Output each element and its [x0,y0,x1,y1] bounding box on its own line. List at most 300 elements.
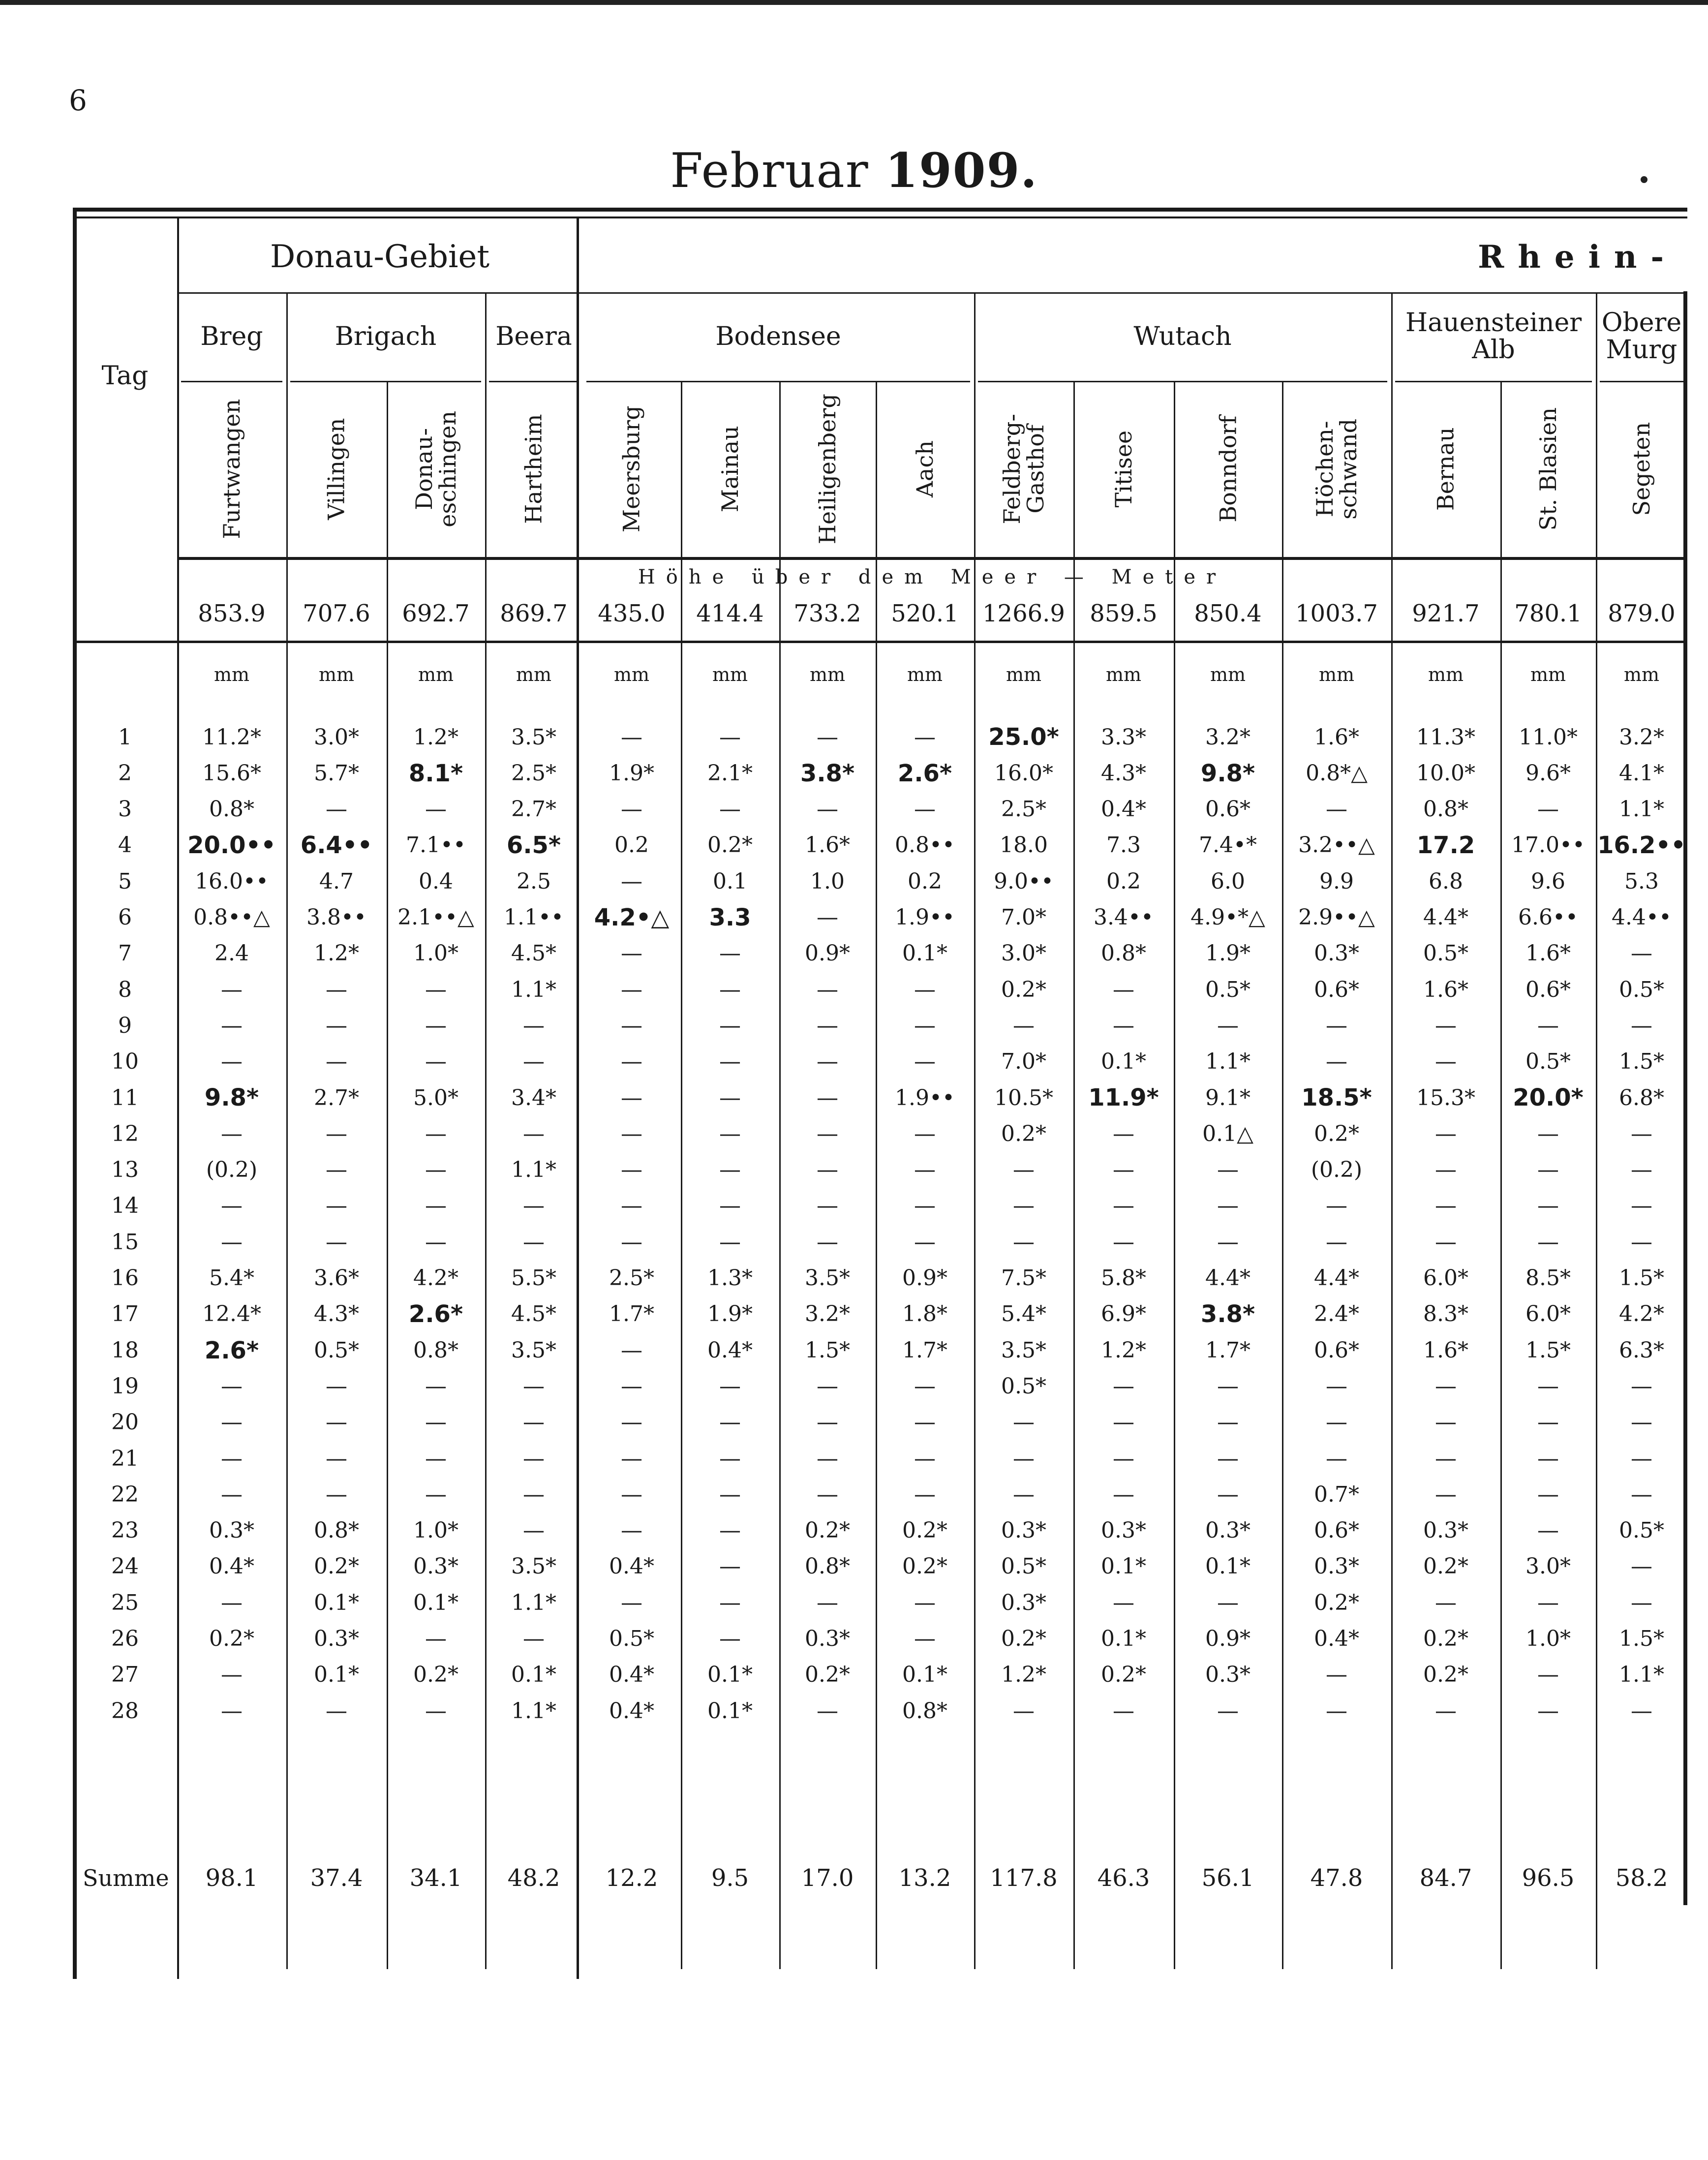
precip-value: 0.1* [902,941,947,966]
station-header [485,381,582,557]
precip-value: — [719,724,741,750]
precip-value: 3.0* [314,724,359,750]
precip-value: 3.2* [1619,724,1664,750]
precip-value: — [221,1049,243,1075]
page-title [0,143,1708,198]
precip-value: 0.2* [1001,1121,1046,1146]
summe-value: 46.3 [1097,1864,1150,1892]
precip-value: — [1537,1481,1559,1507]
precip-value: 4.2•△ [594,903,670,931]
precip-value: — [1537,1157,1559,1183]
precip-value: 18.0 [1000,833,1048,858]
precip-value: 3.3 [709,903,751,931]
precip-value: — [621,1481,642,1507]
precip-value: 4.4•• [1612,905,1672,930]
river-header: Beera [495,321,572,351]
precip-value: 4.5* [511,941,556,966]
precip-value: — [326,797,347,822]
precip-value: — [817,1410,838,1435]
unit-label: mm [613,664,650,686]
precip-value: 0.2* [1001,1626,1046,1652]
precip-value: — [326,1446,347,1471]
precip-value: — [221,1373,243,1399]
precip-value: 0.8* [209,797,254,822]
station-name: Furtwangen [218,399,245,539]
precip-value: 1.7* [609,1301,654,1327]
precip-value: 0.1* [707,1698,753,1724]
precip-value: 3.5* [511,1554,556,1579]
precip-value: 0.8* [805,1554,850,1579]
precip-value: — [1217,1698,1239,1724]
precip-value: (0.2) [1311,1157,1363,1183]
day-number: 15 [111,1229,139,1255]
precip-value: 0.6* [1205,797,1250,822]
precip-value: 1.5* [1619,1049,1664,1075]
precip-value: 0.1* [707,1662,753,1688]
precip-value: — [621,1590,642,1615]
precip-value: — [1013,1481,1035,1507]
precip-value: — [523,1193,545,1219]
precip-value: — [1631,1481,1652,1507]
precip-value: — [914,1481,936,1507]
precip-value: 4.4* [1314,1265,1359,1291]
precip-value: — [817,977,838,1002]
precip-value: — [621,1410,642,1435]
precip-value: 0.8* [413,1337,458,1363]
precip-value: — [425,1013,447,1038]
precip-value: 0.1* [1101,1049,1146,1075]
precip-value: 0.2* [805,1662,850,1688]
precip-value: 0.6* [1314,1518,1359,1543]
precip-value: — [221,977,243,1002]
precip-value: 2.5 [517,868,551,894]
precip-value: — [1631,1013,1652,1038]
precip-value: — [621,1229,642,1255]
day-number: 20 [111,1410,139,1435]
precip-value: — [523,1229,545,1255]
precip-value: 6.3* [1619,1337,1664,1363]
station-name: Titisee [1110,430,1137,508]
precip-value: — [425,797,447,822]
precip-value: — [1326,1049,1347,1075]
precip-value: 1.6* [1525,941,1571,966]
precip-value: — [621,1013,642,1038]
precip-value: — [1631,1554,1652,1579]
precip-value: 7.0* [1001,905,1046,930]
precip-value: — [719,1554,741,1579]
station-name: Feldberg- Gasthof [998,413,1049,525]
precip-value: 1.5* [1619,1265,1664,1291]
station-name: St. Blasien [1534,407,1561,531]
precip-value: — [425,1049,447,1075]
precip-value: — [523,1518,545,1543]
precip-value: 6.0 [1211,868,1245,894]
station-name: Heiligenberg [814,394,841,544]
precip-value: 1.2* [314,941,359,966]
precip-value: — [621,868,642,894]
precip-value: — [621,1373,642,1399]
precip-value: — [1435,1121,1457,1146]
elevation-value: 733.2 [793,599,861,627]
precip-value: — [425,1193,447,1219]
precip-value: 2.5* [609,1265,654,1291]
station-header [974,381,1073,557]
precip-value: — [817,1013,838,1038]
day-number: 5 [118,868,132,894]
day-number: 10 [111,1049,139,1075]
precip-value: — [719,1013,741,1038]
station-header [876,381,974,557]
precip-value: 0.3* [1314,941,1359,966]
precip-value: 4.2* [413,1265,458,1291]
day-number: 21 [111,1446,139,1471]
precip-value: 6.6•• [1518,905,1578,930]
precip-value: — [1113,1121,1134,1146]
precip-value: 20.0* [1513,1084,1584,1112]
precip-value: — [1013,1698,1035,1724]
precip-value: — [425,1229,447,1255]
precip-value: 1.1* [511,977,556,1002]
precip-value: 3.0* [1525,1554,1571,1579]
precip-value: 9.8* [204,1084,259,1112]
precip-value: — [719,1121,741,1146]
precip-value: 0.1* [1205,1554,1250,1579]
precip-value: — [1435,1410,1457,1435]
precip-value: 1.1* [1619,797,1664,822]
precip-value: — [1631,941,1652,966]
precip-value: 5.4* [1001,1301,1046,1327]
precip-value: — [1631,1698,1652,1724]
precip-value: — [326,1698,347,1724]
precip-value: — [425,1481,447,1507]
unit-label: mm [809,664,846,686]
precip-value: — [1013,1446,1035,1471]
precip-value: 2.6* [204,1336,259,1364]
precip-value: 0.5* [314,1337,359,1363]
precip-value: 8.1* [408,759,463,787]
precip-value: 1.2* [1001,1662,1046,1688]
station-header [1282,381,1391,557]
precip-value: — [1013,1410,1035,1435]
precip-value: — [914,1013,936,1038]
elevation-value: 435.0 [598,599,666,627]
station-header [1391,381,1500,557]
precip-value: — [719,1049,741,1075]
day-number: 19 [111,1373,139,1399]
station-header [582,381,681,557]
precip-value: 0.3* [1101,1518,1146,1543]
precip-value: — [1435,1590,1457,1615]
day-number: 16 [111,1265,139,1291]
precip-value: 0.5* [1619,977,1664,1002]
day-number: 14 [111,1193,139,1219]
precip-value: 0.3* [413,1554,458,1579]
precip-value: — [817,1373,838,1399]
precip-value: — [1435,1698,1457,1724]
precip-value: 0.5* [1423,941,1468,966]
precip-value: 0.8* [314,1518,359,1543]
precip-value: 3.3* [1101,724,1146,750]
summe-value: 84.7 [1419,1864,1472,1892]
precip-value: — [425,1121,447,1146]
precip-value: — [1113,1193,1134,1219]
precip-value: — [621,1193,642,1219]
day-number: 26 [111,1626,139,1652]
precip-value: 1.9* [1205,941,1250,966]
precip-value: — [1537,1193,1559,1219]
station-name: Bernau [1432,427,1459,511]
precip-value: 15.3* [1416,1085,1475,1111]
precip-value: 9.8* [1200,759,1255,787]
precip-value: 1.2* [1101,1337,1146,1363]
precip-value: — [914,977,936,1002]
precip-value: — [817,724,838,750]
basin-rhein: Rhein- [1478,239,1678,276]
precip-value: 1.7* [1205,1337,1250,1363]
hoehe-label: Höhe über dem Meer — Meter [638,566,1227,588]
precip-value: 0.1△ [1202,1121,1253,1146]
precip-value: — [326,1193,347,1219]
elevation-value: 869.7 [500,599,568,627]
precip-value: 2.5* [1001,797,1046,822]
precip-value: 0.4* [1314,1626,1359,1652]
precip-value: 10.0* [1416,760,1475,786]
precip-value: 5.5* [511,1265,556,1291]
precip-value: 6.8 [1429,868,1463,894]
precip-value: — [1631,1229,1652,1255]
summe-label: Summe [83,1864,169,1891]
precip-value: — [1537,1446,1559,1471]
day-number: 4 [118,833,132,858]
precip-value: 0.1* [1101,1554,1146,1579]
precip-value: — [221,1698,243,1724]
precip-value: — [1631,1193,1652,1219]
precip-value: — [1326,1662,1347,1688]
precip-value: — [914,797,936,822]
precip-value: — [1113,1229,1134,1255]
precip-value: 1.9•• [895,1085,955,1111]
precip-value: — [221,1121,243,1146]
precip-value: 3.8* [800,759,855,787]
precip-value: 17.2 [1416,832,1475,860]
station-name: Bonndorf [1214,415,1241,523]
precip-value: 3.5* [511,724,556,750]
precip-value: — [817,1121,838,1146]
precip-value: 0.6* [1314,1337,1359,1363]
unit-label: mm [1210,664,1246,686]
precip-value: 1.5* [1525,1337,1571,1363]
print-speck [1641,176,1647,183]
station-header [1500,381,1596,557]
precip-value: — [1537,1410,1559,1435]
elevation-value: 520.1 [891,599,959,627]
precip-value: 0.4* [609,1554,654,1579]
precip-value: 0.2* [902,1518,947,1543]
precip-value: 0.2* [707,833,753,858]
precip-value: 3.5* [1001,1337,1046,1363]
precip-value: — [1326,1013,1347,1038]
precip-value: — [425,1157,447,1183]
day-number: 6 [118,905,132,930]
precip-value: 0.1* [902,1662,947,1688]
precip-value: 1.1* [511,1157,556,1183]
precip-value: — [1537,1518,1559,1543]
precip-value: 2.1••△ [397,905,474,930]
precip-value: — [523,1049,545,1075]
precip-value: — [221,1193,243,1219]
precip-value: 1.1* [511,1698,556,1724]
precip-value: 7.0* [1001,1049,1046,1075]
river-header: Hauensteiner Alb [1405,308,1582,365]
precip-value: — [326,1481,347,1507]
precip-value: 4.1* [1619,760,1664,786]
station-header [779,381,876,557]
precip-value: 0.4* [609,1662,654,1688]
precip-value: — [914,1626,936,1652]
station-name: Villingen [323,418,350,520]
precip-value: 2.4 [214,941,249,966]
precip-value: — [817,905,838,930]
precip-value: — [221,1662,243,1688]
precip-value: 8.3* [1423,1301,1468,1327]
precip-value: 0.9* [902,1265,947,1291]
precip-value: 2.5* [511,760,556,786]
precip-value: — [1013,1229,1035,1255]
precip-value: 0.7* [1314,1481,1359,1507]
precip-value: 9.6 [1531,868,1565,894]
precip-value: 0.2* [1314,1121,1359,1146]
precip-value: 1.0* [413,941,458,966]
precip-value: — [1217,1481,1239,1507]
summe-value: 12.2 [605,1864,658,1892]
precip-value: — [719,1590,741,1615]
precip-value: 1.0* [413,1518,458,1543]
day-number: 7 [118,941,132,966]
river-header: Obere Murg [1601,308,1682,365]
precip-value: — [425,1446,447,1471]
precip-value: 0.4 [419,868,453,894]
precip-value: — [817,1193,838,1219]
elevation-value: 850.4 [1194,599,1262,627]
precip-value: 0.6* [1314,977,1359,1002]
precip-value: 0.2* [314,1554,359,1579]
table-top-rule [73,208,1687,212]
page-number: 6 [69,84,87,117]
precip-value: — [817,1446,838,1471]
precip-value: 0.8* [902,1698,947,1724]
precip-value: 0.2* [1101,1662,1146,1688]
precip-value: — [425,1373,447,1399]
precip-value: — [425,1626,447,1652]
precip-value: — [1217,1193,1239,1219]
precip-value: — [1435,1157,1457,1183]
precip-value: — [221,1013,243,1038]
precip-value: 0.3* [314,1626,359,1652]
precip-value: — [719,797,741,822]
day-number: 25 [111,1590,139,1615]
precip-value: — [1113,977,1134,1002]
precip-value: — [1631,1590,1652,1615]
precip-value: — [719,941,741,966]
precip-value: — [1537,1121,1559,1146]
precip-value: — [621,797,642,822]
precip-value: 0.2* [413,1662,458,1688]
elevation-value: 853.9 [198,599,266,627]
precip-value: — [621,1518,642,1543]
precip-value: 0.2 [614,833,649,858]
unit-label: mm [214,664,250,686]
precip-value: 1.1•• [504,905,564,930]
summe-value: 117.8 [990,1864,1058,1892]
precip-value: 0.2 [908,868,942,894]
precip-value: — [817,1590,838,1615]
precip-value: 0.5* [1619,1518,1664,1543]
precip-value: — [719,1085,741,1111]
unit-label: mm [1428,664,1464,686]
precip-value: 0.2* [902,1554,947,1579]
precip-value: 2.7* [511,797,556,822]
elevation-value: 879.0 [1608,599,1676,627]
day-number: 27 [111,1662,139,1688]
station-header [387,381,485,557]
precip-value: — [817,1085,838,1111]
precip-value: 1.5* [1619,1626,1664,1652]
precip-value: 1.3* [707,1265,753,1291]
precip-value: — [221,1590,243,1615]
precip-value: 0.1* [413,1590,458,1615]
day-number: 23 [111,1518,139,1543]
precip-value: 6.0* [1423,1265,1468,1291]
precip-value: — [817,1157,838,1183]
precip-value: — [719,1626,741,1652]
precip-value: — [1326,1446,1347,1471]
precip-value: — [817,797,838,822]
precip-value: — [425,977,447,1002]
precip-value: 0.1 [713,868,747,894]
summe-value: 37.4 [310,1864,363,1892]
precip-value: — [1537,1013,1559,1038]
precip-value: — [1013,1157,1035,1183]
summe-value: 34.1 [409,1864,462,1892]
day-number: 18 [111,1337,139,1363]
precip-value: 11.0* [1519,724,1578,750]
elevation-row-rule [73,641,1687,643]
day-number: 24 [111,1554,139,1579]
precip-value: 0.4* [1101,797,1146,822]
precip-value: 0.3* [805,1626,850,1652]
precip-value: — [523,1626,545,1652]
precip-value: — [1435,1373,1457,1399]
precipitation-table [73,208,1687,1979]
precip-value: — [221,1481,243,1507]
precip-value: — [326,1229,347,1255]
precip-value: — [523,1446,545,1471]
precip-value: — [1217,1446,1239,1471]
precip-value: — [326,1013,347,1038]
precip-value: 1.7* [902,1337,947,1363]
elevation-value: 707.6 [303,599,370,627]
precip-value: — [1537,1229,1559,1255]
precip-value: — [621,1121,642,1146]
precip-value: — [1435,1013,1457,1038]
station-header [1174,381,1282,557]
precip-value: 1.6* [805,833,850,858]
precip-value: — [1217,1157,1239,1183]
precip-value: — [1631,1410,1652,1435]
precip-value: 2.1* [707,760,753,786]
precip-value: 11.9* [1088,1084,1159,1112]
precip-value: 9.1* [1205,1085,1250,1111]
